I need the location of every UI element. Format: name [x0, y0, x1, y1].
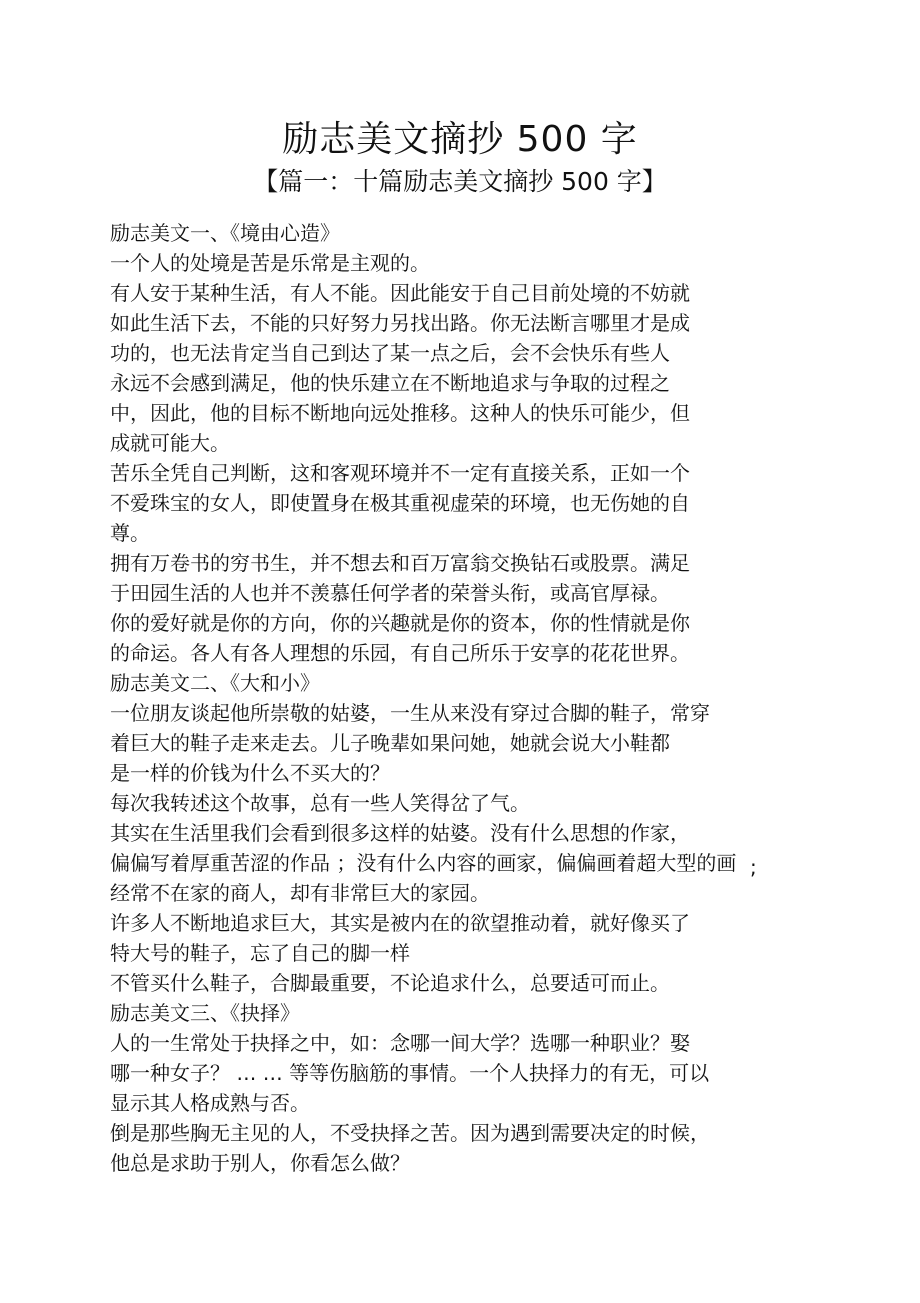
paragraph-line: 其实在生活里我们会看到很多这样的姑婆。没有什么思想的作家， [110, 821, 690, 845]
paragraph-line: 显示其人格成熟与否。 [110, 1091, 310, 1115]
document-subtitle: 【篇一：十篇励志美文摘抄 500 字】 [253, 167, 667, 196]
stray-semicolon: ; [750, 855, 757, 879]
section-heading-1: 励志美文一、《境由心造》 [110, 221, 340, 245]
paragraph-line: 人的一生常处于抉择之中，如：念哪一间大学？选哪一种职业？娶 [110, 1031, 690, 1055]
paragraph-line: 经常不在家的商人，却有非常巨大的家园。 [110, 881, 490, 905]
paragraph-line: 于田园生活的人也并不羡慕任何学者的荣誉头衔，或高官厚禄。 [110, 581, 670, 605]
paragraph-line: 功的，也无法肯定当自己到达了某一点之后，会不会快乐有些人 [110, 341, 670, 365]
paragraph-line: 许多人不断地追求巨大，其实是被内在的欲望推动着，就好像买了 [110, 911, 690, 935]
paragraph-line: 不管买什么鞋子，合脚最重要，不论追求什么，总要适可而止。 [110, 971, 670, 995]
section-heading-2: 励志美文二、《大和小》 [110, 671, 320, 695]
paragraph-line: 不爱珠宝的女人，即使置身在极其重视虚荣的环境，也无伤她的自 [110, 491, 690, 515]
paragraph-line: 是一样的价钱为什么不买大的？ [110, 761, 390, 785]
paragraph-line: 倒是那些胸无主见的人，不受抉择之苦。因为遇到需要决定的时候， [110, 1121, 710, 1145]
paragraph-line: 一位朋友谈起他所崇敬的姑婆，一生从来没有穿过合脚的鞋子，常穿 [110, 701, 710, 725]
section-heading-3: 励志美文三、《抉择》 [110, 1001, 300, 1025]
paragraph-line: 尊。 [110, 521, 150, 545]
paragraph-line: 哪一种女子？ … … 等等伤脑筋的事情。一个人抉择力的有无，可以 [110, 1061, 710, 1085]
paragraph-line: 你的爱好就是你的方向，你的兴趣就是你的资本，你的性情就是你 [110, 611, 690, 635]
document-title: 励志美文摘抄 500 字 [282, 119, 638, 160]
document-body [110, 218, 790, 1178]
paragraph-line: 他总是求助于别人，你看怎么做？ [110, 1151, 410, 1175]
paragraph-line: 有人安于某种生活，有人不能。因此能安于自己目前处境的不妨就 [110, 281, 690, 305]
paragraph-line: 成就可能大。 [110, 431, 230, 455]
paragraph-line: 一个人的处境是苦是乐常是主观的。 [110, 251, 430, 275]
paragraph-line: 拥有万卷书的穷书生，并不想去和百万富翁交换钻石或股票。满足 [110, 551, 690, 575]
paragraph-line: 如此生活下去，不能的只好努力另找出路。你无法断言哪里才是成 [110, 311, 690, 335]
paragraph-line: 特大号的鞋子，忘了自己的脚一样 [110, 941, 410, 965]
paragraph-line: 着巨大的鞋子走来走去。儿子晚辈如果问她，她就会说大小鞋都 [110, 731, 670, 755]
paragraph-line: 中，因此，他的目标不断地向远处推移。这种人的快乐可能少，但 [110, 401, 690, 425]
paragraph-line: 偏偏写着厚重苦涩的作品 ；没有什么内容的画家，偏偏画着超大型的画 [110, 851, 737, 875]
paragraph-line: 苦乐全凭自己判断，这和客观环境并不一定有直接关系，正如一个 [110, 461, 690, 485]
paragraph-line: 永远不会感到满足，他的快乐建立在不断地追求与争取的过程之 [110, 371, 670, 395]
paragraph-line: 的命运。各人有各人理想的乐园，有自己所乐于安享的花花世界。 [110, 641, 690, 665]
paragraph-line: 每次我转述这个故事，总有一些人笑得岔了气。 [110, 791, 530, 815]
